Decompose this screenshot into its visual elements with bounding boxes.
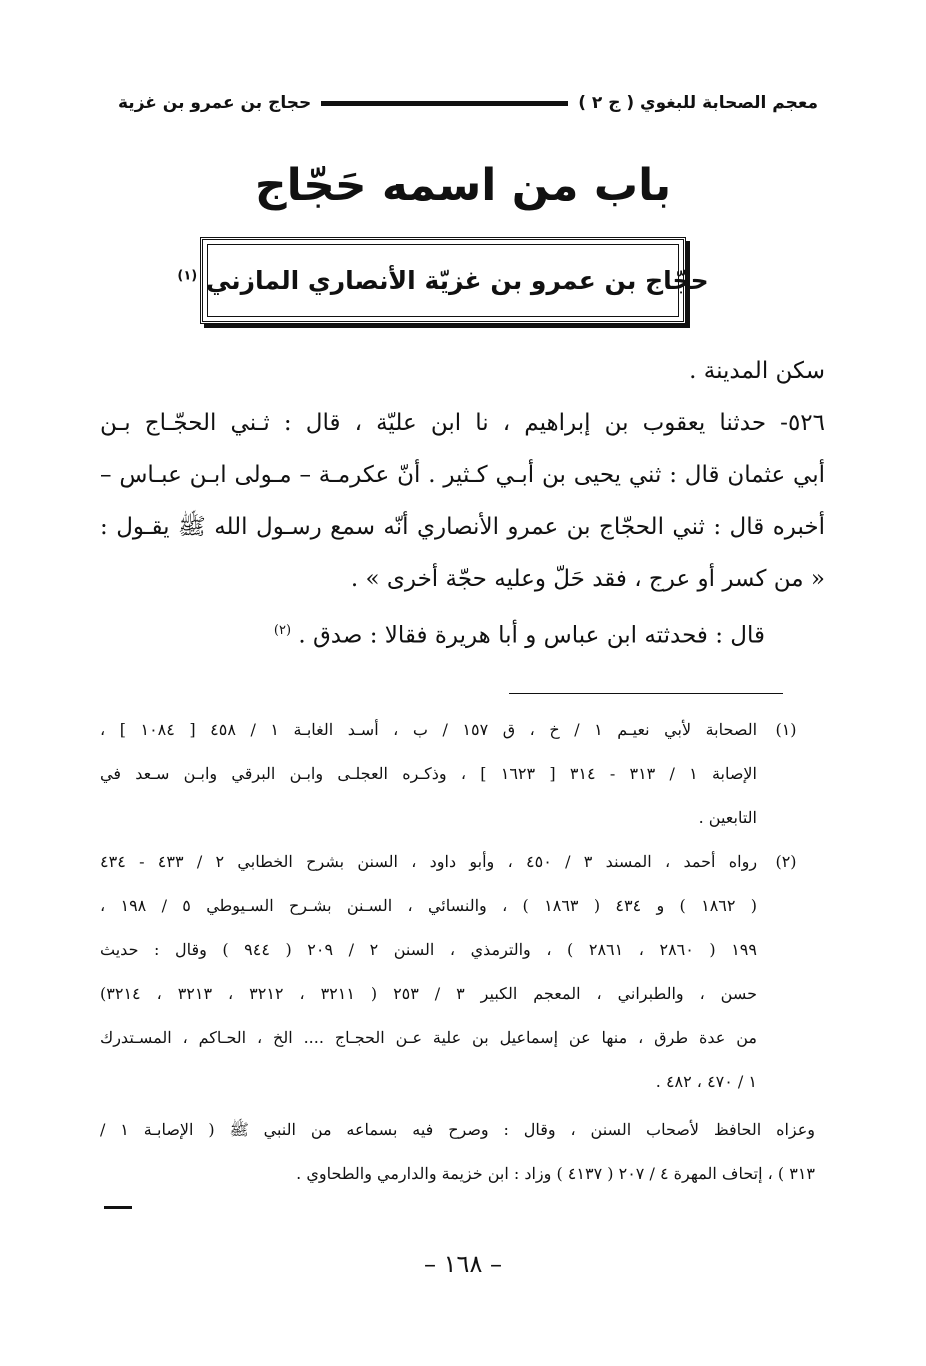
footnote-line: وعزاه الحافظ لأصحاب السنن ، وقال : وصرح فيه بسماعه من النبي ﷺ ( الإصابـة ١ / — [100, 1120, 816, 1139]
footnote-1 — [100, 708, 815, 840]
body-line-residence: سكن المدينة . — [689, 358, 825, 384]
footnote-line: من عدة طرق ، منها عن إسماعيل بن علية عـن الحجـاج .... الخ ، الحـاكم ، المسـتدرك — [100, 1028, 757, 1047]
body-footnote-mark: (٢) — [273, 623, 292, 638]
entry-title-text: حجّاج بن عمرو بن غزيّة الأنصاري المازني — [205, 266, 709, 295]
footnote-lines — [100, 708, 757, 840]
body-line-confirmation — [100, 605, 825, 657]
entry-title — [177, 266, 708, 295]
page-number: – ١٦٨ – — [424, 1250, 502, 1278]
footnote-line: حسن ، والطبراني ، المعجم الكبير ٣ / ٢٥٣ ( ٣٢١١ ، ٣٢١٢ ، ٣٢١٣ ، ٣٢١٤) — [100, 984, 758, 1003]
running-header — [118, 88, 818, 118]
footnote-line: الإصابة ١ / ٣١٣ - ٣١٤ [ ١٦٢٣ ] ، وذكـره العجلـى وابـن البرقي وابـن سـعد في — [100, 764, 757, 783]
footnote-line: التابعين . — [698, 808, 757, 827]
footnote-line: رواه أحمد ، المسند ٣ / ٤٥٠ ، وأبو داود ، السنن بشرح الخطابي ٢ / ٤٣٣ - ٤٣٤ — [100, 852, 758, 871]
footnote-line: ( ١٨٦٢ ) و ٤٣٤ ( ١٨٦٣ ) ، والنسائي ، السـنن بشـرح السـيوطي ٥ / ١٩٨ ، — [100, 896, 758, 915]
body-line-hadith-text: « من كسر أو عرج ، فقد حَلّ وعليه حجّة أخرى » . — [350, 566, 825, 592]
footnote-number: (١) — [775, 720, 797, 739]
header-book-title: معجم الصحابة للبغوي ( ج ٢ ) — [578, 93, 818, 113]
footnote-line: ٣١٣ ) ، إتحاف المهرة ٤ / ٢٠٧ ( ٤١٣٧ ) وزاد : ابن خزيمة والدارمي والطحاوي . — [296, 1164, 815, 1183]
chapter-title: باب من اسمه حَجّاج — [254, 160, 672, 211]
footnote-2-continuation — [100, 1108, 815, 1196]
footnote-line: الصحابة لأبي نعيـم ١ / خ ، ق ١٥٧ / ب ، أسـد الغابـة ١ / ٤٥٨ [ ١٠٨٤ ] ، — [100, 720, 758, 739]
entry-title-frame — [177, 237, 709, 324]
body-line-hadith-chain-2: أبي عثمان قال : ثني يحيى بن أبـي كـثير . أنّ عكرمـة – مـولى ابـن عبـاس – — [100, 462, 825, 488]
header-rule — [321, 101, 568, 106]
body-line-confirmation-text: قال : فحدثته ابن عباس و أبا هريرة فقالا : صدق . — [298, 622, 765, 649]
footnote-lines — [100, 840, 757, 1104]
footnote-line: ١٩٩ ( ٢٨٦٠ ، ٢٨٦١ ) ، والترمذي ، السنن ٢ / ٢٠٩ ( ٩٤٤ ) وقال : حديث — [100, 940, 757, 959]
footnote-separator — [509, 693, 783, 694]
header-entry-name: حجاج بن عمرو بن غزية — [118, 93, 312, 113]
footnotes — [100, 708, 815, 1196]
body-line-hadith-chain-3: أخبره قال : ثني الحجّاج بن عمرو الأنصاري أنّه سمع رسـول الله ﷺ يقـول : — [100, 514, 825, 540]
entry-footnote-mark: (١) — [177, 268, 198, 284]
entry-title-inner-frame — [177, 244, 709, 317]
footnote-number: (٢) — [775, 852, 797, 871]
footnote-2 — [100, 840, 815, 1104]
main-text — [100, 345, 825, 657]
body-line-hadith-chain-1: ٥٢٦- حدثنا يعقوب بن إبراهيم ، نا ابن عليّة ، قال : ثـني الحجّـاج بـن — [100, 410, 825, 436]
footnote-line: ١ / ٤٧٠ ، ٤٨٢ . — [655, 1072, 757, 1091]
end-dash — [104, 1206, 132, 1209]
